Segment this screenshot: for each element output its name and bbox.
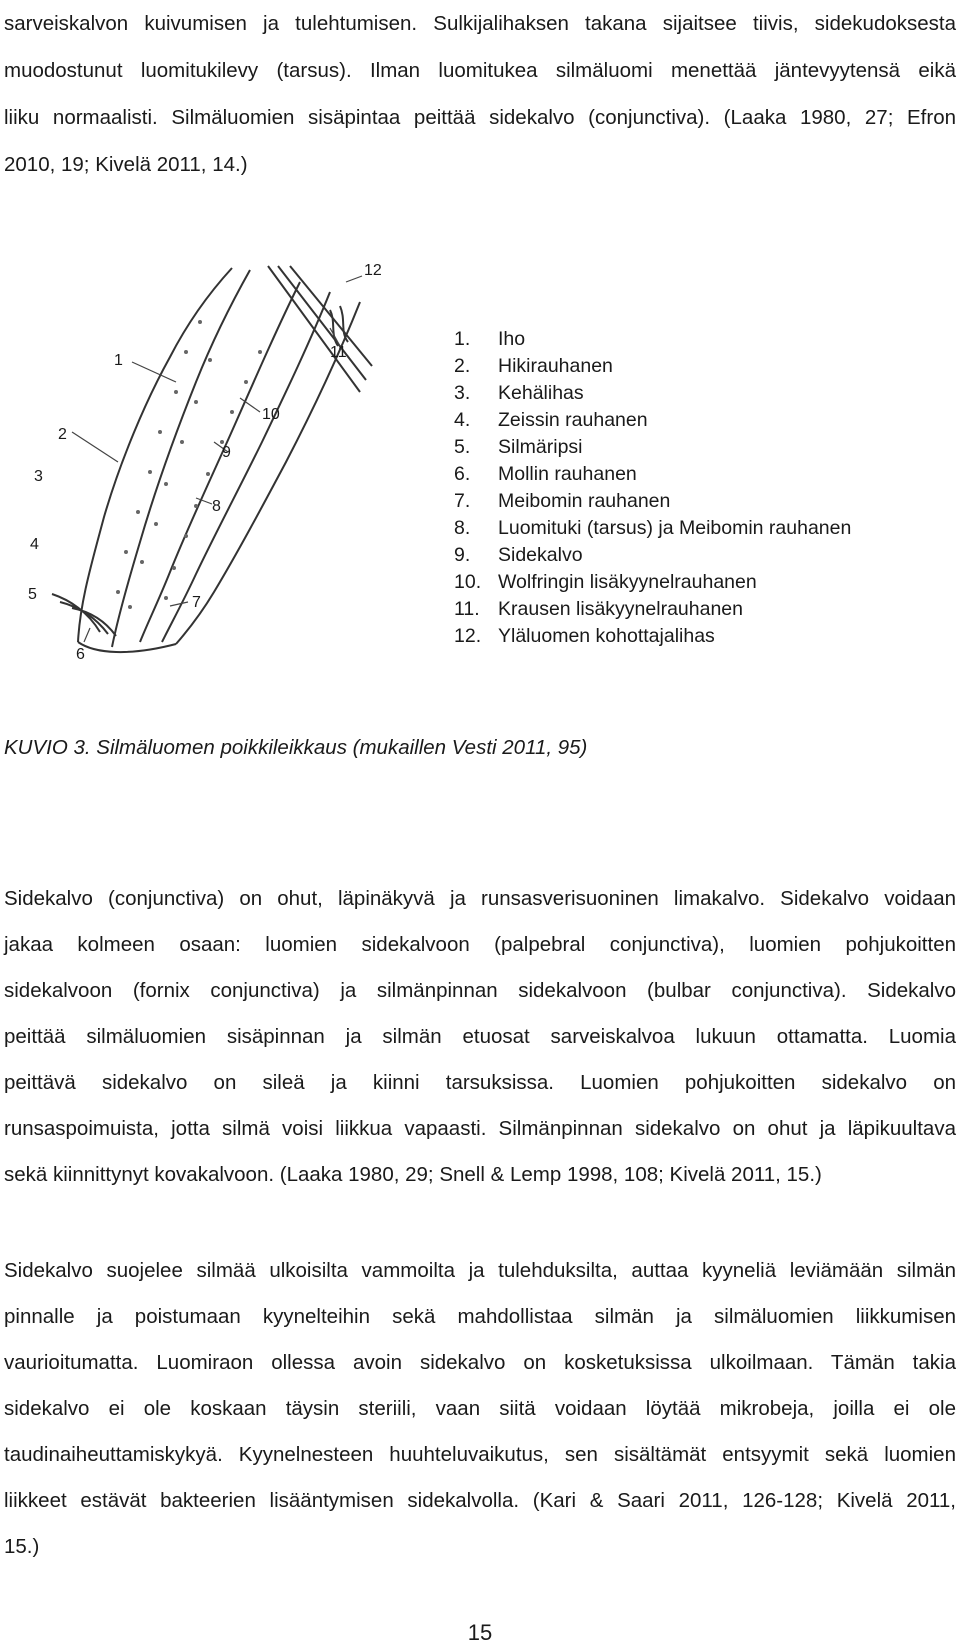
text-line: peittävä sidekalvo on sileä ja kiinni tarsuksissa. Luomien pohjukoitten sidekalvo on [4, 1071, 956, 1094]
legend-item: 7. Meibomin rauhanen [454, 490, 671, 512]
paragraph-conjunctiva [4, 876, 956, 1198]
diagram-label: 5 [28, 586, 37, 603]
legend-item: 3. Kehälihas [454, 382, 584, 404]
text-line: Sidekalvo (conjunctiva) on ohut, läpinäkyvä ja runsasverisuoninen limakalvo. Sidekalvo voidaan [4, 887, 956, 910]
page-number: 15 [467, 1620, 493, 1645]
text-line: sidekalvo ei ole koskaan täysin steriili, vaan siitä voidaan löytää mikrobeja, joilla ei ole [4, 1397, 956, 1420]
diagram-label: 7 [192, 594, 201, 611]
legend-item: 6. Mollin rauhanen [454, 463, 637, 485]
legend-item: 11. Krausen lisäkyynelrauhanen [454, 598, 743, 620]
legend-item: 10. Wolfringin lisäkyynelrauhanen [454, 571, 757, 593]
diagram-label: 10 [262, 406, 280, 423]
legend-item: 9. Sidekalvo [454, 544, 583, 566]
text-line: taudinaiheuttamiskykyä. Kyynelnesteen huuhteluvaikutus, sen sisältämät entsyymit sekä luomien [4, 1443, 956, 1466]
paragraph-conjunctiva-function [4, 1248, 956, 1570]
legend-item: 8. Luomituki (tarsus) ja Meibomin rauhanen [454, 517, 852, 539]
text-line: 2010, 19; Kivelä 2011, 14.) [4, 153, 248, 176]
legend-item: 1. Iho [454, 328, 526, 350]
diagram-label: 6 [76, 646, 85, 663]
diagram-label: 12 [364, 262, 382, 279]
text-line: sekä kiinnittynyt kovakalvoon. (Laaka 1980, 29; Snell & Lemp 1998, 108; Kivelä 2011, 15.) [4, 1163, 822, 1186]
diagram-label: 9 [222, 444, 231, 461]
text-line: peittää silmäluomien sisäpinnan ja silmän etuosat sarveiskalvoa lukuun ottamatta. Luomia [4, 1025, 956, 1048]
text-line: 15.) [4, 1535, 40, 1558]
text-line: jakaa kolmeen osaan: luomien sidekalvoon (palpebral conjunctiva), luomien pohjukoitten [4, 933, 956, 956]
text-line: sarveiskalvon kuivumisen ja tulehtumisen. Sulkijalihaksen takana sijaitsee tiivis, sidekudoksesta [4, 12, 956, 35]
paragraph-eyelid-anatomy [4, 0, 956, 188]
legend-item: 12. Yläluomen kohottajalihas [454, 625, 715, 647]
text-line: Sidekalvo suojelee silmää ulkoisilta vammoilta ja tulehduksilta, auttaa kyyneliä leviämään silmän [4, 1259, 956, 1282]
figure-legend [454, 326, 851, 650]
diagram-label: 3 [34, 468, 43, 485]
text-line: sidekalvoon (fornix conjunctiva) ja silmänpinnan sidekalvoon (bulbar conjunctiva). Sidekalvo [4, 979, 956, 1002]
text-line: vaurioitumatta. Luomiraon ollessa avoin sidekalvo on kosketuksissa ulkoilmaan. Tämän takia [4, 1351, 956, 1374]
figure-caption: KUVIO 3. Silmäluomen poikkileikkaus (mukaillen Vesti 2011, 95) [4, 736, 588, 759]
legend-item: 2. Hikirauhanen [454, 355, 613, 377]
text-line: liiku normaalisti. Silmäluomien sisäpintaa peittää sidekalvo (conjunctiva). (Laaka 1980, 27; Efron [4, 106, 956, 129]
diagram-label: 8 [212, 498, 221, 515]
diagram-label: 4 [30, 536, 39, 553]
text-line: runsaspoimuista, jotta silmä voisi liikkua vapaasti. Silmänpinnan sidekalvo on ohut ja läpikuultava [4, 1117, 956, 1140]
legend-item: 4. Zeissin rauhanen [454, 409, 648, 431]
text-line: pinnalle ja poistumaan kyynelteihin sekä mahdollistaa silmän ja silmäluomien liikkumisen [4, 1305, 956, 1328]
diagram-label: 1 [114, 352, 123, 369]
diagram-label: 11 [330, 344, 347, 361]
legend-item: 5. Silmäripsi [454, 436, 583, 458]
text-line: muodostunut luomitukilevy (tarsus). Ilman luomitukea silmäluomi menettää jäntevyytensä eikä [4, 59, 956, 82]
text-line: liikkeet estävät bakteerien lisääntymisen sidekalvolla. (Kari & Saari 2011, 126-128; Kivelä 2011, [4, 1489, 956, 1512]
diagram-label: 2 [58, 426, 67, 443]
